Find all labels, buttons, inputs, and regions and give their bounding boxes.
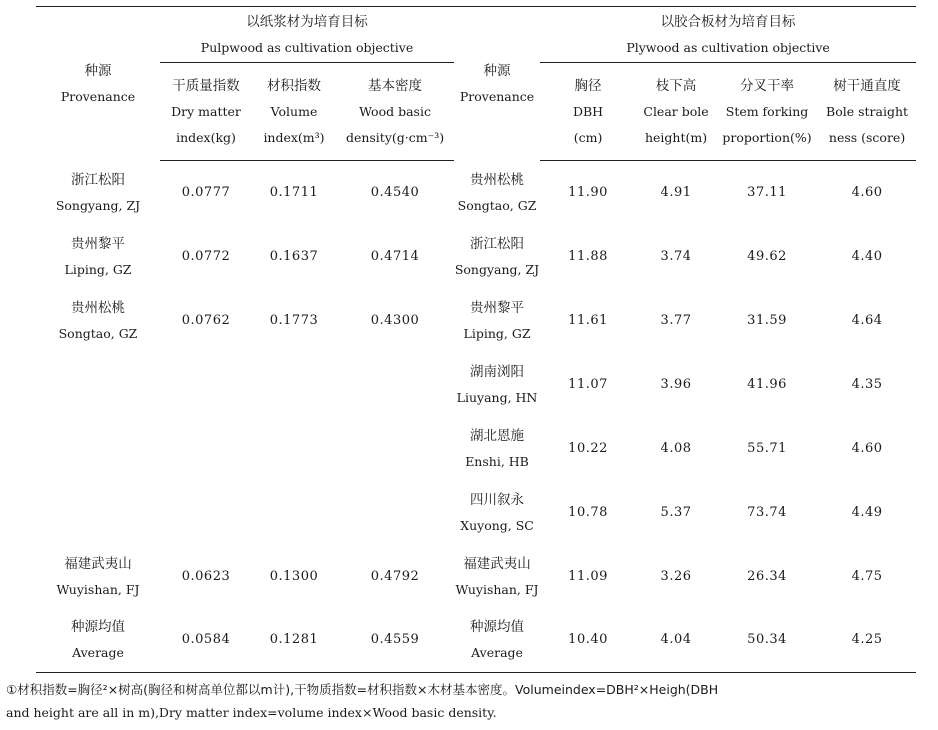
provenance-name-zh: 贵州黎平 <box>470 299 525 316</box>
value: 0.1711 <box>269 184 319 200</box>
provenance-name-zh: 浙江松阳 <box>71 171 125 188</box>
value: 0.4714 <box>370 248 420 264</box>
value: 4.35 <box>851 376 883 392</box>
stem-forking-cell <box>716 545 818 609</box>
value: 4.91 <box>660 184 692 200</box>
stem-forking-cell <box>716 353 818 417</box>
pulp-provenance-cell <box>36 545 160 609</box>
footnote-line-1: ①材积指数=胸径²×树高(胸径和树高单位都以m计),干物质指数=材积指数×木材基本密度。Volumeindex=DBH²×Heigh(DBH <box>6 682 719 697</box>
provenance-name-en: Average <box>72 645 124 661</box>
density-cell <box>336 161 454 225</box>
clear-bole-cell <box>636 417 716 481</box>
value: 0.1281 <box>269 632 319 648</box>
value: 11.90 <box>568 184 608 200</box>
ply-provenance-cell <box>454 481 540 545</box>
value: 0.4300 <box>370 312 420 328</box>
value: 73.74 <box>747 504 787 520</box>
value: 3.96 <box>660 376 692 392</box>
value: 0.0584 <box>181 632 231 648</box>
value: 4.60 <box>851 184 883 200</box>
dbh-cell <box>540 353 636 417</box>
ply-provenance-cell <box>454 161 540 225</box>
dry-matter-cell <box>160 289 252 353</box>
provenance-name-zh: 湖南浏阳 <box>470 363 525 380</box>
ply-provenance-cell <box>454 609 540 673</box>
value: 3.26 <box>660 568 692 584</box>
pulp-provenance-cell <box>36 161 160 225</box>
stem-forking-cell <box>716 289 818 353</box>
provenance-name-en: Liping, GZ <box>64 261 132 277</box>
provenance-name-zh: 福建武夷山 <box>64 555 132 572</box>
dry-matter-cell <box>160 545 252 609</box>
ply-provenance-header: 种源 Provenance <box>454 7 540 161</box>
value: 11.88 <box>568 248 608 264</box>
clear-bole-cell <box>636 353 716 417</box>
density-cell <box>336 225 454 289</box>
pulp-provenance-cell <box>36 609 160 673</box>
dbh-cell <box>540 161 636 225</box>
volume-cell <box>252 481 336 545</box>
value: 4.60 <box>851 440 883 456</box>
bole-straightness-header: 树干通直度 Bole straight ness (score) <box>818 63 916 161</box>
value: 0.0762 <box>181 312 231 328</box>
provenance-name-en: Xuyong, SC <box>460 517 534 533</box>
provenance-comparison-table <box>36 6 916 673</box>
value: 4.04 <box>660 632 692 648</box>
table-row <box>36 353 916 417</box>
clear-bole-cell <box>636 161 716 225</box>
bole-straightness-cell <box>818 289 916 353</box>
dry-matter-header: 干质量指数 Dry matter index(kg) <box>160 63 252 161</box>
value: 11.61 <box>568 312 608 328</box>
value: 0.0772 <box>181 248 231 264</box>
bole-straightness-cell <box>818 481 916 545</box>
stem-forking-cell <box>716 609 818 673</box>
value: 55.71 <box>747 440 787 456</box>
value: 41.96 <box>747 376 787 392</box>
dry-matter-cell <box>160 417 252 481</box>
bole-straightness-cell <box>818 353 916 417</box>
value: 26.34 <box>747 568 787 584</box>
table-row <box>36 545 916 609</box>
density-cell <box>336 481 454 545</box>
bole-straightness-cell <box>818 609 916 673</box>
stem-forking-cell <box>716 417 818 481</box>
dry-matter-cell <box>160 609 252 673</box>
dry-matter-cell <box>160 481 252 545</box>
value: 31.59 <box>747 312 787 328</box>
footnote-line-2: and height are all in m),Dry matter index=volume index×Wood basic density. <box>6 705 497 720</box>
provenance-name-zh: 贵州松桃 <box>470 171 525 188</box>
stem-forking-header: 分叉干率 Stem forking proportion(%) <box>716 63 818 161</box>
value: 0.4792 <box>370 568 420 584</box>
value: 4.64 <box>851 312 883 328</box>
value: 49.62 <box>747 248 787 264</box>
value: 50.34 <box>747 632 787 648</box>
provenance-name-zh: 四川叙永 <box>470 491 525 508</box>
pulp-provenance-cell <box>36 481 160 545</box>
dbh-cell <box>540 609 636 673</box>
table-row <box>36 609 916 673</box>
value: 10.40 <box>568 632 608 648</box>
dbh-header: 胸径 DBH (cm) <box>540 63 636 161</box>
clear-bole-cell <box>636 225 716 289</box>
table-footnote <box>6 678 932 724</box>
provenance-name-en: Wuyishan, FJ <box>56 581 140 597</box>
clear-bole-cell <box>636 545 716 609</box>
dbh-cell <box>540 417 636 481</box>
value: 4.40 <box>851 248 883 264</box>
pulp-provenance-cell <box>36 417 160 481</box>
table-row <box>36 161 916 225</box>
provenance-name-zh: 浙江松阳 <box>470 235 525 252</box>
pulp-provenance-header: 种源 Provenance <box>36 7 160 161</box>
value: 4.08 <box>660 440 692 456</box>
value: 0.0623 <box>181 568 231 584</box>
ply-provenance-cell <box>454 225 540 289</box>
provenance-name-en: Average <box>471 645 523 661</box>
density-cell <box>336 353 454 417</box>
dbh-cell <box>540 225 636 289</box>
provenance-name-en: Songyang, ZJ <box>454 261 540 277</box>
dbh-cell <box>540 289 636 353</box>
provenance-name-en: Wuyishan, FJ <box>455 581 539 597</box>
table-row <box>36 481 916 545</box>
dry-matter-cell <box>160 225 252 289</box>
dbh-cell <box>540 545 636 609</box>
density-cell <box>336 289 454 353</box>
bole-straightness-cell <box>818 417 916 481</box>
value: 3.77 <box>660 312 692 328</box>
provenance-name-en: Enshi, HB <box>465 453 529 469</box>
provenance-name-zh: 种源均值 <box>470 619 525 636</box>
volume-cell <box>252 417 336 481</box>
provenance-name-en: Liping, GZ <box>463 325 531 341</box>
bole-straightness-cell <box>818 225 916 289</box>
dbh-cell <box>540 481 636 545</box>
value: 11.07 <box>568 376 608 392</box>
clear-bole-cell <box>636 609 716 673</box>
density-cell <box>336 417 454 481</box>
clear-bole-cell <box>636 289 716 353</box>
volume-cell <box>252 161 336 225</box>
table-row <box>36 225 916 289</box>
value: 0.4540 <box>370 184 420 200</box>
volume-cell <box>252 289 336 353</box>
density-header: 基本密度 Wood basic density(g·cm⁻³) <box>336 63 454 161</box>
provenance-name-zh: 贵州松桃 <box>71 299 125 316</box>
clear-bole-header: 枝下高 Clear bole height(m) <box>636 63 716 161</box>
dry-matter-cell <box>160 161 252 225</box>
pulp-provenance-cell <box>36 225 160 289</box>
pulp-group-header: 以纸浆材为培育目标 Pulpwood as cultivation objective <box>160 7 454 63</box>
value: 3.74 <box>660 248 692 264</box>
density-cell <box>336 609 454 673</box>
table-row <box>36 417 916 481</box>
value: 10.78 <box>568 504 608 520</box>
volume-cell <box>252 545 336 609</box>
provenance-name-en: Songyang, ZJ <box>55 197 141 213</box>
provenance-name-en: Liuyang, HN <box>456 389 538 405</box>
value: 0.1773 <box>269 312 319 328</box>
value: 0.0777 <box>181 184 231 200</box>
pulp-provenance-cell <box>36 289 160 353</box>
value: 0.4559 <box>370 632 420 648</box>
value: 4.25 <box>851 632 883 648</box>
volume-cell <box>252 225 336 289</box>
value: 37.11 <box>747 184 787 200</box>
volume-cell <box>252 353 336 417</box>
bole-straightness-cell <box>818 161 916 225</box>
value: 4.49 <box>851 504 883 520</box>
provenance-name-en: Songtao, GZ <box>58 325 138 341</box>
value: 11.09 <box>568 568 608 584</box>
pulp-provenance-cell <box>36 353 160 417</box>
ply-provenance-cell <box>454 353 540 417</box>
ply-provenance-cell <box>454 289 540 353</box>
clear-bole-cell <box>636 481 716 545</box>
dry-matter-cell <box>160 353 252 417</box>
table-row <box>36 289 916 353</box>
value: 10.22 <box>568 440 608 456</box>
volume-header: 材积指数 Volume index(m³) <box>252 63 336 161</box>
provenance-name-zh: 福建武夷山 <box>463 555 531 572</box>
provenance-name-zh: 贵州黎平 <box>71 235 125 252</box>
ply-provenance-cell <box>454 545 540 609</box>
density-cell <box>336 545 454 609</box>
value: 4.75 <box>851 568 883 584</box>
ply-provenance-cell <box>454 417 540 481</box>
stem-forking-cell <box>716 481 818 545</box>
provenance-name-en: Songtao, GZ <box>457 197 537 213</box>
value: 0.1300 <box>269 568 319 584</box>
provenance-name-zh: 湖北恩施 <box>470 427 525 444</box>
bole-straightness-cell <box>818 545 916 609</box>
value: 0.1637 <box>269 248 319 264</box>
volume-cell <box>252 609 336 673</box>
value: 5.37 <box>660 504 692 520</box>
stem-forking-cell <box>716 225 818 289</box>
stem-forking-cell <box>716 161 818 225</box>
provenance-name-zh: 种源均值 <box>71 619 125 636</box>
ply-group-header: 以胶合板材为培育目标 Plywood as cultivation objective <box>540 7 916 63</box>
